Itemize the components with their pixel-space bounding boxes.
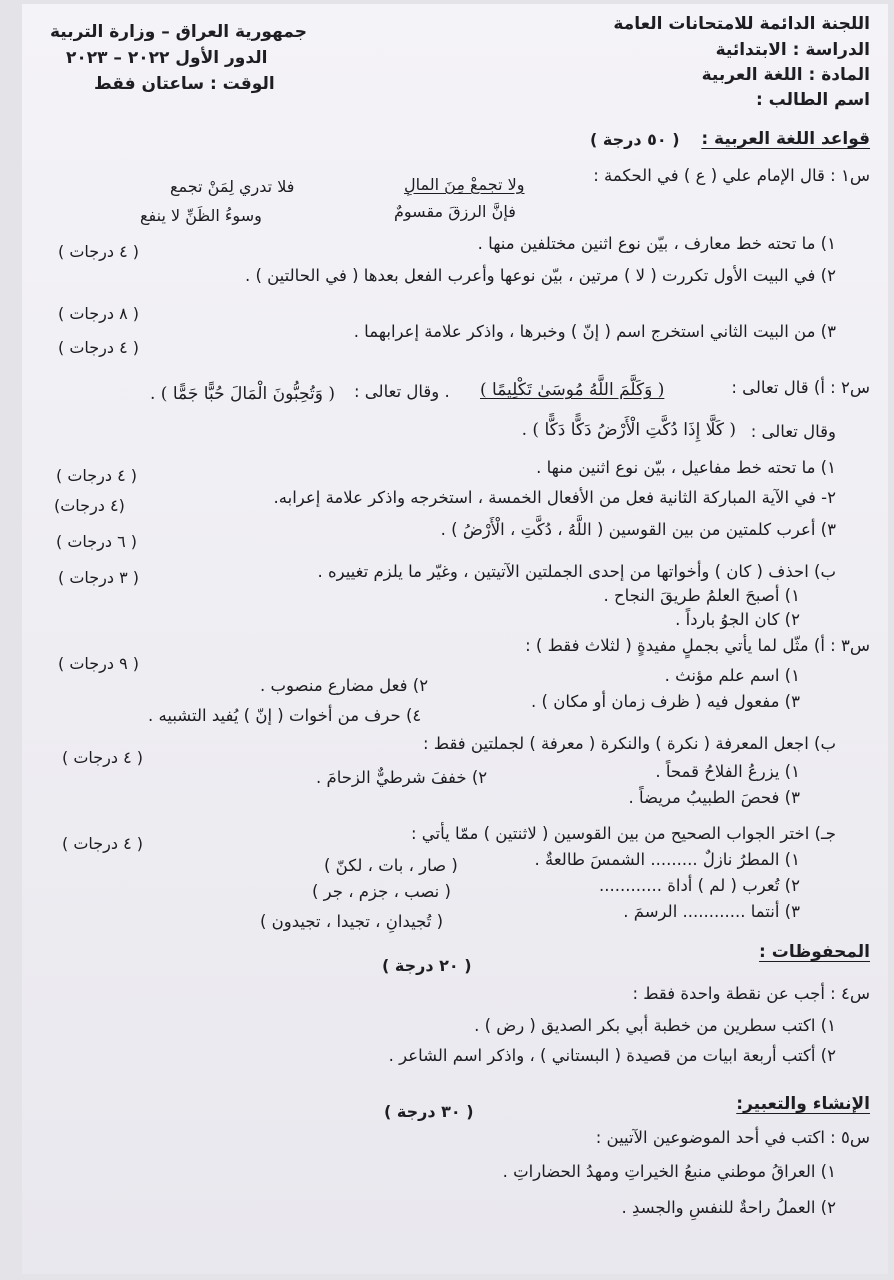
exam-time: الوقت : ساعتان فقط (94, 74, 275, 94)
composition-title: الإنشاء والتعبير: (736, 1094, 870, 1114)
exam-paper (22, 4, 888, 1274)
q1-verse2-second: وسوءُ الظَنِّ لا ينفع (140, 206, 262, 225)
q2-b-item-1: ١) أصبحَ العلمُ طريقَ النجاح . (603, 586, 800, 605)
q3-item-4: ٤) حرف من أخوات ( إنّ ) يُفيد التشبيه . (148, 706, 422, 725)
exam-round: الدور الأول ٢٠٢٢ – ٢٠٢٣ (66, 48, 268, 68)
q3-b-item-1: ١) يزرعُ الفلاحُ قمحاً . (655, 762, 800, 781)
grammar-title: قواعد اللغة العربية : (701, 129, 870, 149)
q1-verse1-second: فلا تدري لِمَنْ تجمع (170, 177, 295, 196)
q3-c-item-2: ٢) تُعرب ( لم ) أداة ............ (599, 876, 800, 895)
q2-b-item-2: ٢) كان الجوُ بارداً . (675, 610, 800, 629)
q1-item-2-marks: ( ٨ درجات ) (58, 304, 140, 323)
committee-name: اللجنة الدائمة للامتحانات العامة (613, 14, 870, 34)
q3-b-label: ب) اجعل المعرفة ( نكرة ) والنكرة ( معرفة ) لجملتين فقط : (422, 734, 836, 753)
q4-item-2: ٢) أكتب أربعة ابيات من قصيدة ( البستاني ) ، واذكر اسم الشاعر . (388, 1046, 836, 1065)
q2-b-label: ب) احذف ( كان ) وأخواتها من إحدى الجملتين الآتيتين ، وغيّر ما يلزم تغييره . (317, 562, 836, 581)
q2-item-2-marks: (٤ درجات) (54, 496, 125, 515)
q5-item-1: ١) العراقُ موطني منبعُ الخيراتِ ومهدُ الحضاراتِ . (502, 1162, 836, 1181)
q1-verse1-first: ولا تجمعْ مِنَ المالِ (404, 175, 525, 194)
q2-ayah-2: ( وَتُحِبُّونَ الْمَالَ حُبًّا جَمًّا ) . (150, 384, 335, 404)
q3-item-2: ٢) فعل مضارع منصوب . (260, 676, 429, 695)
q3-c-label: جـ) اختر الجواب الصحيح من بين القوسين ( لاثنتين ) ممّا يأتي : (410, 824, 836, 843)
grammar-marks: ( ٥٠ درجة ) (590, 130, 680, 149)
q1-item-3: ٣) من البيت الثاني استخرج اسم ( إنّ ) وخبرها ، واذكر علامة إعرابهما . (353, 322, 836, 341)
q2-item-3-marks: ( ٦ درجات ) (56, 532, 138, 551)
q3-marks: ( ٩ درجات ) (58, 654, 140, 673)
q2-b-marks: ( ٣ درجات ) (58, 568, 140, 587)
q3-c-item-2-options: ( نصب ، جزم ، جر ) (312, 882, 451, 901)
q2-ayah-3: ( كَلَّا إِذَا دُكَّتِ الْأَرْضُ دَكًّا دَكًّا ) . (521, 420, 736, 440)
q2-item-1: ١) ما تحته خط مفاعيل ، بيّن نوع اثنين منها . (536, 458, 836, 477)
q4-label: س٤ : أجب عن نقطة واحدة فقط : (632, 984, 870, 1003)
q3-b-item-3: ٣) فحصَ الطبيبُ مريضاً . (628, 788, 800, 807)
q5-item-2: ٢) العملُ راحةٌ للنفسِ والجسدِ . (621, 1198, 836, 1217)
q1-verse2-first: فإنَّ الرزقَ مقسومٌ (394, 202, 516, 221)
q1-item-2: ٢) في البيت الأول تكررت ( لا ) مرتين ، بيّن نوعها وأعرب الفعل بعدها ( في الحالتين ) . (244, 266, 836, 285)
composition-marks: ( ٣٠ درجة ) (384, 1102, 474, 1121)
q2-ayah-1: ( وَكَلَّمَ اللَّهُ مُوسَىٰ تَكْلِيمًا ) (480, 380, 665, 400)
q3-c-item-1: ١) المطرُ نازلٌ ......... الشمسَ طالعةٌ . (534, 850, 800, 869)
q2-and-said: . وقال تعالى : (354, 382, 450, 401)
q3-c-marks: ( ٤ درجات ) (62, 834, 144, 853)
study-level: الدراسة : الابتدائية (715, 40, 870, 60)
q4-item-1: ١) اكتب سطرين من خطبة أبي بكر الصديق ( رض ) . (474, 1016, 836, 1035)
q1-item-3-marks: ( ٤ درجات ) (58, 338, 140, 357)
q3-item-1: ١) اسم علم مؤنث . (664, 666, 800, 685)
q2-item-1-marks: ( ٤ درجات ) (56, 466, 138, 485)
memorized-title: المحفوظات : (759, 942, 870, 962)
q3-c-item-1-options: ( صار ، بات ، لكنّ ) (324, 856, 458, 875)
q2-item-2: ٢- في الآية المباركة الثانية فعل من الأفعال الخمسة ، استخرجه واذكر علامة إعرابه. (273, 488, 836, 507)
q3-label: س٣ : أ) مثّل لما يأتي بجملٍ مفيدةٍ ( لثلاث فقط ) : (525, 636, 870, 655)
q3-item-3: ٣) مفعول فيه ( ظرف زمان أو مكان ) . (531, 692, 800, 711)
q5-label: س٥ : اكتب في أحد الموضوعين الآتيين : (595, 1128, 870, 1147)
q3-c-item-3-options: ( تُجيدانِ ، تجيدا ، تجيدون ) (260, 912, 444, 931)
q1-item-1: ١) ما تحته خط معارف ، بيّن نوع اثنين مختلفين منها . (477, 234, 836, 253)
q3-b-item-2: ٢) خففَ شرطيٌّ الزحامَ . (316, 768, 488, 787)
q1-item-1-marks: ( ٤ درجات ) (58, 242, 140, 261)
q3-b-marks: ( ٤ درجات ) (62, 748, 144, 767)
q2-ayah-3-intro: وقال تعالى : (750, 422, 836, 441)
subject: المادة : اللغة العربية (701, 65, 870, 85)
q2-item-3: ٣) أعرب كلمتين من بين القوسين ( اللَّهُ ، دُكَّتِ ، الْأَرْضُ ) . (440, 520, 836, 539)
q3-c-item-3: ٣) أنتما ............ الرسمَ . (623, 902, 800, 921)
q2-label: س٢ : أ) قال تعالى : (731, 378, 870, 397)
student-name-label: اسم الطالب : (755, 90, 870, 110)
ministry-name: جمهورية العراق – وزارة التربية (50, 22, 307, 42)
memorized-marks: ( ٢٠ درجة ) (382, 956, 472, 975)
q1-label: س١ : قال الإمام علي ( ع ) في الحكمة : (593, 166, 870, 185)
